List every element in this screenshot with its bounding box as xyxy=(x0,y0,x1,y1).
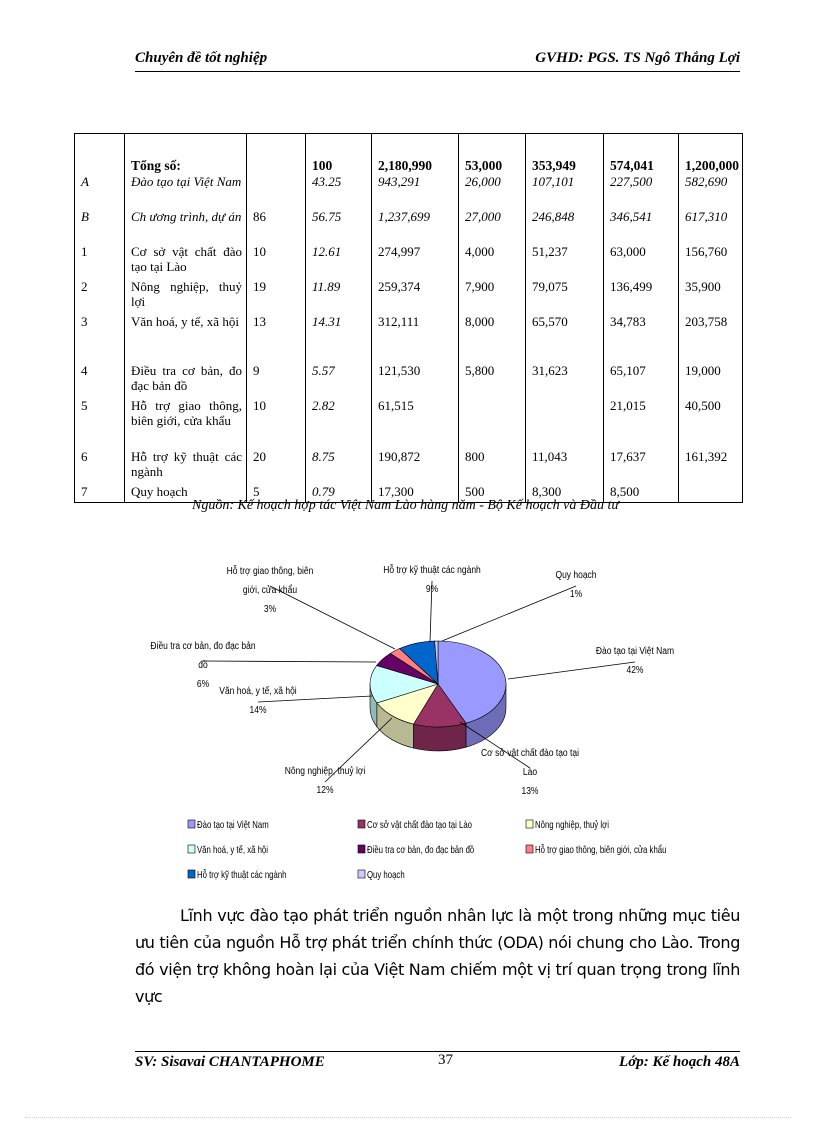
row-label: Điều tra cơ bản, đo đạc bản đồ xyxy=(125,362,247,397)
leader-line xyxy=(508,662,635,679)
legend-swatch xyxy=(526,845,533,853)
slice-label: Cơ sở vật chất đào tạo tại xyxy=(481,747,579,759)
row-label: Văn hoá, y tế, xã hội xyxy=(125,313,247,362)
slice-percent-label: 1% xyxy=(569,588,583,600)
legend-swatch xyxy=(358,845,365,853)
slice-percent-label: 3% xyxy=(263,603,277,615)
row-pct: 12.61 xyxy=(306,243,372,278)
slice-label: Đào tạo tại Việt Nam xyxy=(595,645,675,657)
row-count: 19 xyxy=(247,278,306,313)
row-value: 346,541 xyxy=(604,208,679,243)
legend-swatch xyxy=(526,820,533,828)
row-code: 4 xyxy=(75,362,125,397)
slice-percent-label: 14% xyxy=(249,704,267,716)
row-value: 617,310 xyxy=(679,208,743,243)
legend-label: Quy hoạch xyxy=(366,869,405,881)
row-value: 8,000 xyxy=(459,313,526,362)
row-count: 5 xyxy=(247,483,306,503)
row-pct: 100 xyxy=(306,157,372,173)
row-value: 40,500 xyxy=(679,397,743,448)
slice-label: Văn hoá, y tế, xã hội xyxy=(219,685,297,697)
legend-label: Nông nghiệp, thuỷ lợi xyxy=(534,819,609,831)
row-count xyxy=(247,157,306,173)
row-code: 6 xyxy=(75,448,125,483)
row-value: 2,180,990 xyxy=(372,157,459,173)
row-code xyxy=(75,157,125,173)
row-value: 227,500 xyxy=(604,173,679,208)
row-count xyxy=(247,173,306,208)
page-bottom-border xyxy=(25,1117,791,1118)
row-count: 9 xyxy=(247,362,306,397)
table-row xyxy=(75,208,743,243)
table-row xyxy=(75,278,743,313)
page-header xyxy=(135,48,740,72)
row-pct: 0.79 xyxy=(306,483,372,503)
row-value: 312,111 xyxy=(372,313,459,362)
table-row xyxy=(75,448,743,483)
row-value: 156,760 xyxy=(679,243,743,278)
legend-label: Hỗ trợ giao thông, biên giới, cửa khẩu xyxy=(534,844,667,856)
slice-percent-label: 6% xyxy=(196,678,210,690)
slice-percent-label: 13% xyxy=(521,785,539,797)
footer-student: SV: Sisavai CHANTAPHOME xyxy=(135,1054,325,1070)
slice-label: Nông nghiệp, thuỷ lợi xyxy=(284,765,366,777)
slice-percent-label: 9% xyxy=(425,583,439,595)
row-value: 61,515 xyxy=(372,397,459,448)
row-value: 203,758 xyxy=(679,313,743,362)
slice-percent-label: 42% xyxy=(626,664,644,676)
row-code: 3 xyxy=(75,313,125,362)
oda-table xyxy=(74,133,743,503)
row-count: 13 xyxy=(247,313,306,362)
row-value: 19,000 xyxy=(679,362,743,397)
row-value: 51,237 xyxy=(526,243,604,278)
legend-swatch xyxy=(358,870,365,878)
row-value: 274,997 xyxy=(372,243,459,278)
row-label: Hỗ trợ giao thông, biên giới, cửa khẩu xyxy=(125,397,247,448)
row-code: 1 xyxy=(75,243,125,278)
legend-swatch xyxy=(188,820,195,828)
row-value: 136,499 xyxy=(604,278,679,313)
slice-label: giới, cửa khẩu xyxy=(242,584,298,596)
row-value: 190,872 xyxy=(372,448,459,483)
row-label: Tổng số: xyxy=(125,157,247,173)
header-rule xyxy=(135,71,740,72)
legend-swatch xyxy=(188,870,195,878)
row-value: 574,041 xyxy=(604,157,679,173)
table-row xyxy=(75,243,743,278)
legend-label: Điều tra cơ bản, đo đạc bản đồ xyxy=(366,844,475,856)
leader-line xyxy=(270,586,395,649)
row-label: Nông nghiệp, thuỷ lợi xyxy=(125,278,247,313)
row-label: Hỗ trợ kỹ thuật các ngành xyxy=(125,448,247,483)
row-pct: 14.31 xyxy=(306,313,372,362)
row-value: 53,000 xyxy=(459,157,526,173)
row-value: 259,374 xyxy=(372,278,459,313)
row-pct: 11.89 xyxy=(306,278,372,313)
row-value: 17,637 xyxy=(604,448,679,483)
row-value xyxy=(679,483,743,503)
footer-class: Lớp: Kế hoạch 48A xyxy=(619,1054,740,1070)
leader-line xyxy=(442,586,576,641)
row-label: Cơ sở vật chất đào tạo tại Lào xyxy=(125,243,247,278)
table-total-row xyxy=(75,157,743,173)
paragraph-text: Lĩnh vực đào tạo phát triển nguồn nhân lực là một trong những mục tiêu ưu tiên của nguồn Hỗ trợ phát triển chính thức (ODA) nói chung cho Lào. Trong đó viện trợ không hoàn lại của Việt Nam chiếm một vị trí quan trọng trong lĩnh vực xyxy=(135,906,740,1006)
row-label: Đào tạo tại Việt Nam xyxy=(125,173,247,208)
pie-chart xyxy=(130,548,730,898)
row-value: 63,000 xyxy=(604,243,679,278)
source-note: Nguồn: Kế hoạch hợp tác Việt Nam Lào hàng năm - Bộ Kế hoạch và Đầu tư xyxy=(192,498,620,513)
row-value: 1,200,000 xyxy=(679,157,743,173)
header-advisor: GVHD: PGS. TS Ngô Thắng Lợi xyxy=(535,50,740,66)
row-label: Ch ương trình, dự án xyxy=(125,208,247,243)
leader-line xyxy=(258,696,372,702)
row-value: 1,237,699 xyxy=(372,208,459,243)
row-code: 2 xyxy=(75,278,125,313)
row-value: 500 xyxy=(459,483,526,503)
row-value: 17,300 xyxy=(372,483,459,503)
slice-label: Lào xyxy=(522,766,538,778)
row-value: 26,000 xyxy=(459,173,526,208)
row-value: 7,900 xyxy=(459,278,526,313)
row-value xyxy=(526,397,604,448)
legend-label: Văn hoá, y tế, xã hội xyxy=(197,844,269,856)
row-pct: 43.25 xyxy=(306,173,372,208)
table-header-row xyxy=(75,134,743,158)
row-count: 10 xyxy=(247,397,306,448)
row-label: Quy hoạch xyxy=(125,483,247,503)
leader-line xyxy=(203,661,376,662)
row-value: 800 xyxy=(459,448,526,483)
row-value: 353,949 xyxy=(526,157,604,173)
row-value: 943,291 xyxy=(372,173,459,208)
row-code: 5 xyxy=(75,397,125,448)
row-value: 246,848 xyxy=(526,208,604,243)
page-number: 37 xyxy=(438,1052,453,1068)
row-code: B xyxy=(75,208,125,243)
legend-label: Đào tạo tại Việt Nam xyxy=(197,819,269,831)
row-value: 4,000 xyxy=(459,243,526,278)
legend-swatch xyxy=(188,845,195,853)
row-count: 10 xyxy=(247,243,306,278)
row-pct: 2.82 xyxy=(306,397,372,448)
page-footer xyxy=(135,1052,740,1076)
row-value: 161,392 xyxy=(679,448,743,483)
slice-percent-label: 12% xyxy=(316,784,334,796)
row-value: 27,000 xyxy=(459,208,526,243)
row-code: 7 xyxy=(75,483,125,503)
row-value: 79,075 xyxy=(526,278,604,313)
row-value: 35,900 xyxy=(679,278,743,313)
row-value: 121,530 xyxy=(372,362,459,397)
table-row xyxy=(75,173,743,208)
row-value: 65,570 xyxy=(526,313,604,362)
row-value: 5,800 xyxy=(459,362,526,397)
row-value: 8,500 xyxy=(604,483,679,503)
row-value xyxy=(459,397,526,448)
slice-label: Hỗ trợ giao thông, biên xyxy=(226,565,314,577)
legend-label: Hỗ trợ kỹ thuật các ngành xyxy=(197,869,287,881)
row-count: 86 xyxy=(247,208,306,243)
row-count: 20 xyxy=(247,448,306,483)
table-row xyxy=(75,362,743,397)
row-pct: 56.75 xyxy=(306,208,372,243)
table-row xyxy=(75,313,743,362)
slice-label: Quy hoạch xyxy=(555,569,597,581)
table-row xyxy=(75,397,743,448)
row-value: 8,300 xyxy=(526,483,604,503)
row-value: 21,015 xyxy=(604,397,679,448)
slice-label: Hỗ trợ kỹ thuật các ngành xyxy=(383,564,481,576)
row-value: 31,623 xyxy=(526,362,604,397)
header-title: Chuyên đề tốt nghiệp xyxy=(135,50,268,66)
legend-label: Cơ sở vật chất đào tạo tại Lào xyxy=(366,819,473,831)
legend-swatch xyxy=(358,820,365,828)
row-value: 65,107 xyxy=(604,362,679,397)
row-value: 582,690 xyxy=(679,173,743,208)
body-paragraph xyxy=(135,902,740,1010)
slice-label: đồ xyxy=(198,659,208,671)
row-value: 11,043 xyxy=(526,448,604,483)
slice-label: Điều tra cơ bản, đo đạc bản xyxy=(150,640,256,652)
row-pct: 8.75 xyxy=(306,448,372,483)
row-value: 107,101 xyxy=(526,173,604,208)
row-value: 34,783 xyxy=(604,313,679,362)
row-code: A xyxy=(75,173,125,208)
row-pct: 5.57 xyxy=(306,362,372,397)
